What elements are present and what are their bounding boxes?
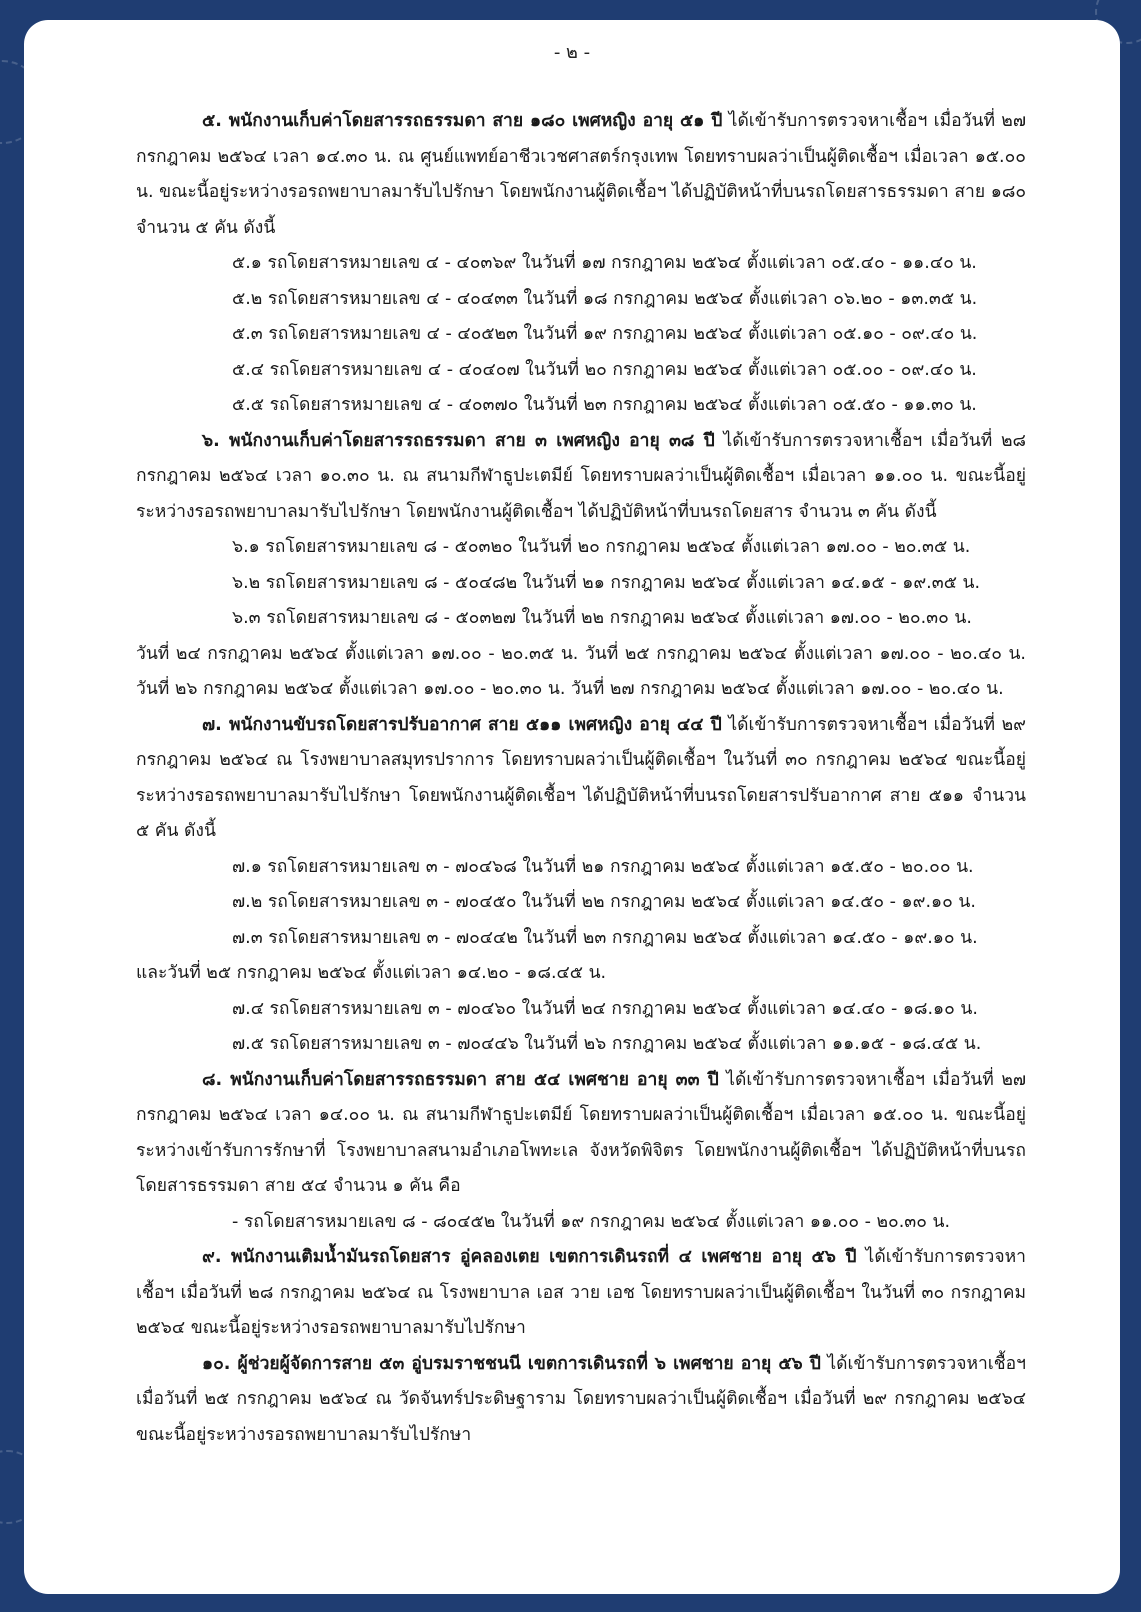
- list-item: ๗.๓ รถโดยสารหมายเลข ๓ - ๗๐๔๔๒ ในวันที่ ๒๓ กรกฎาคม ๒๕๖๔ ตั้งแต่เวลา ๑๔.๕๐ - ๑๙.๑๐ น.: [232, 927, 978, 948]
- continuation-text: และวันที่ ๒๕ กรกฎาคม ๒๕๖๔ ตั้งแต่เวลา ๑๔.๒๐ - ๑๘.๔๕ น.: [136, 963, 607, 983]
- section-body: ได้เข้ารับการตรวจหาเชื้อฯ เมื่อวันที่ ๒๙ กรกฎาคม ๒๕๖๔ ณ โรงพยาบาลสมุทรปราการ โดยทราบผลว่าเป็นผู้ติดเชื้อฯ ในวันที่ ๓๐ กรกฎาคม ๒๕๖๔ ขณะนี้อยู่ระหว่างรอรถพยาบาลมารับไปรักษา โดยพนักงานผู้ติดเชื้อฯ ได้ปฏิบัติหน้าที่บนรถโดยสารปรับอากาศ สาย ๕๑๑ จำนวน ๕ คัน ดังนี้: [136, 714, 1026, 841]
- document-page: [24, 20, 1120, 1594]
- list-item: ๗.๔ รถโดยสารหมายเลข ๓ - ๗๐๔๖๐ ในวันที่ ๒๔ กรกฎาคม ๒๕๖๔ ตั้งแต่เวลา ๑๔.๔๐ - ๑๘.๑๐ น.: [232, 998, 978, 1019]
- list-item: ๕.๔ รถโดยสารหมายเลข ๔ - ๔๐๔๐๗ ในวันที่ ๒๐ กรกฎาคม ๒๕๖๔ ตั้งแต่เวลา ๐๕.๐๐ - ๐๙.๔๐ น.: [232, 359, 977, 380]
- section-heading: ๑๐. ผู้ช่วยผู้จัดการสาย ๕๓ อู่บรมราชชนนี เขตการเดินรถที่ ๖ เพศชาย อายุ ๕๖ ปี: [202, 1353, 821, 1374]
- section-heading: ๕. พนักงานเก็บค่าโดยสารรถธรรมดา สาย ๑๘๐ เพศหญิง อายุ ๕๑ ปี: [202, 111, 723, 131]
- list-item: ๕.๕ รถโดยสารหมายเลข ๔ - ๔๐๓๗๐ ในวันที่ ๒๓ กรกฎาคม ๒๕๖๔ ตั้งแต่เวลา ๐๕.๕๐ - ๑๑.๓๐ น.: [232, 395, 977, 415]
- section-body: ได้เข้ารับการตรวจหาเชื้อฯ เมื่อวันที่ ๒๘ กรกฎาคม ๒๕๖๔ ณ โรงพยาบาล เอส วาย เอช โดยทราบผลว่าเป็นผู้ติดเชื้อฯ ในวันที่ ๓๐ กรกฎาคม ๒๕๖๔ ขณะนี้อยู่ระหว่างรอรถพยาบาลมารับไปรักษา: [136, 1247, 1027, 1338]
- list-item: ๕.๒ รถโดยสารหมายเลข ๔ - ๔๐๔๓๓ ในวันที่ ๑๘ กรกฎาคม ๒๕๖๔ ตั้งแต่เวลา ๐๖.๒๐ - ๑๓.๓๕ น.: [232, 288, 978, 309]
- list-item: - รถโดยสารหมายเลข ๘ - ๘๐๔๕๒ ในวันที่ ๑๙ กรกฎาคม ๒๕๖๔ ตั้งแต่เวลา ๑๑.๐๐ - ๒๐.๓๐ น.: [232, 1211, 951, 1232]
- section-8: [136, 1063, 1026, 1205]
- section-6: [136, 424, 1026, 531]
- list-item: ๖.๒ รถโดยสารหมายเลข ๘ - ๕๐๔๘๒ ในวันที่ ๒๑ กรกฎาคม ๒๕๖๔ ตั้งแต่เวลา ๑๔.๑๕ - ๑๙.๓๕ น.: [232, 572, 981, 593]
- continuation-text: วันที่ ๒๔ กรกฎาคม ๒๕๖๔ ตั้งแต่เวลา ๑๗.๐๐ - ๒๐.๓๕ น. วันที่ ๒๕ กรกฎาคม ๒๕๖๔ ตั้งแต่เวลา ๑๗.๐๐ - ๒๐.๔๐ น. วันที่ ๒๖ กรกฎาคม ๒๕๖๔ ตั้งแต่เวลา ๑๗.๐๐ - ๒๐.๓๐ น. วันที่ ๒๗ กรกฎาคม ๒๕๖๔ ตั้งแต่เวลา ๑๗.๐๐ - ๒๐.๔๐ น.: [136, 643, 1026, 699]
- section-body: ได้เข้ารับการตรวจหาเชื้อฯ เมื่อวันที่ ๒๘ กรกฎาคม ๒๕๖๔ เวลา ๑๐.๓๐ น. ณ สนามกีฬาธูปะเตมีย์ โดยทราบผลว่าเป็นผู้ติดเชื้อฯ เมื่อเวลา ๑๑.๐๐ น. ขณะนี้อยู่ระหว่างรอรถพยาบาลมารับไปรักษา โดยพนักงานผู้ติดเชื้อฯ ได้ปฏิบัติหน้าที่บนรถโดยสาร จำนวน ๓ คัน ดังนี้: [136, 430, 1026, 522]
- section-heading: ๖. พนักงานเก็บค่าโดยสารรถธรรมดา สาย ๓ เพศหญิง อายุ ๓๘ ปี: [202, 430, 715, 451]
- list-item: ๗.๑ รถโดยสารหมายเลข ๓ - ๗๐๔๖๘ ในวันที่ ๒๑ กรกฎาคม ๒๕๖๔ ตั้งแต่เวลา ๑๕.๕๐ - ๒๐.๐๐ น.: [232, 856, 974, 877]
- section-7: [136, 708, 1026, 850]
- document-body: [136, 104, 1026, 1453]
- page-number: - ๒ -: [553, 42, 591, 63]
- section-9: [136, 1240, 1026, 1347]
- section-heading: ๗. พนักงานขับรถโดยสารปรับอากาศ สาย ๕๑๑ เพศหญิง อายุ ๔๔ ปี: [202, 714, 722, 735]
- section-10: [136, 1347, 1026, 1454]
- section-5: [136, 104, 1026, 246]
- section-body: ได้เข้ารับการตรวจหาเชื้อฯ เมื่อวันที่ ๒๕ กรกฎาคม ๒๕๖๔ ณ วัดจันทร์ประดิษฐาราม โดยทราบผลว่าเป็นผู้ติดเชื้อฯ เมื่อวันที่ ๒๙ กรกฎาคม ๒๕๖๔ ขณะนี้อยู่ระหว่างรอรถพยาบาลมารับไปรักษา: [136, 1353, 1027, 1445]
- list-item: ๕.๑ รถโดยสารหมายเลข ๔ - ๔๐๓๖๙ ในวันที่ ๑๗ กรกฎาคม ๒๕๖๔ ตั้งแต่เวลา ๐๕.๔๐ - ๑๑.๔๐ น.: [232, 253, 977, 273]
- section-heading: ๘. พนักงานเก็บค่าโดยสารรถธรรมดา สาย ๕๔ เพศชาย อายุ ๓๓ ปี: [202, 1069, 719, 1090]
- list-item: ๗.๒ รถโดยสารหมายเลข ๓ - ๗๐๔๕๐ ในวันที่ ๒๒ กรกฎาคม ๒๕๖๔ ตั้งแต่เวลา ๑๔.๕๐ - ๑๙.๑๐ น.: [232, 892, 976, 912]
- list-item: ๖.๑ รถโดยสารหมายเลข ๘ - ๕๐๓๒๐ ในวันที่ ๒๐ กรกฎาคม ๒๕๖๔ ตั้งแต่เวลา ๑๗.๐๐ - ๒๐.๓๕ น.: [232, 537, 971, 557]
- list-item: ๖.๓ รถโดยสารหมายเลข ๘ - ๕๐๓๒๗ ในวันที่ ๒๒ กรกฎาคม ๒๕๖๔ ตั้งแต่เวลา ๑๗.๐๐ - ๒๐.๓๐ น.: [232, 608, 972, 628]
- section-body: ได้เข้ารับการตรวจหาเชื้อฯ เมื่อวันที่ ๒๗ กรกฎาคม ๒๕๖๔ เวลา ๑๔.๓๐ น. ณ ศูนย์แพทย์อาชีวเวชศาสตร์กรุงเทพ โดยทราบผลว่าเป็นผู้ติดเชื้อฯ เมื่อเวลา ๑๕.๐๐ น. ขณะนี้อยู่ระหว่างรอรถพยาบาลมารับไปรักษา โดยพนักงานผู้ติดเชื้อฯ ได้ปฏิบัติหน้าที่บนรถโดยสารธรรมดา สาย ๑๘๐ จำนวน ๕ คัน ดังนี้: [136, 111, 1026, 238]
- list-item: ๗.๕ รถโดยสารหมายเลข ๓ - ๗๐๔๔๖ ในวันที่ ๒๖ กรกฎาคม ๒๕๖๔ ตั้งแต่เวลา ๑๑.๑๕ - ๑๘.๔๕ น.: [232, 1034, 982, 1054]
- list-item: ๕.๓ รถโดยสารหมายเลข ๔ - ๔๐๕๒๓ ในวันที่ ๑๙ กรกฎาคม ๒๕๖๔ ตั้งแต่เวลา ๐๕.๑๐ - ๐๙.๔๐ น.: [232, 324, 978, 344]
- section-body: ได้เข้ารับการตรวจหาเชื้อฯ เมื่อวันที่ ๒๗ กรกฎาคม ๒๕๖๔ เวลา ๑๔.๐๐ น. ณ สนามกีฬาธูปะเตมีย์ โดยทราบผลว่าเป็นผู้ติดเชื้อฯ เมื่อเวลา ๑๕.๐๐ น. ขณะนี้อยู่ระหว่างเข้ารับการรักษาที่ โรงพยาบาลสนามอำเภอโพทะเล จังหวัดพิจิตร โดยพนักงานผู้ติดเชื้อฯ ได้ปฏิบัติหน้าที่บนรถโดยสารธรรมดา สาย ๕๔ จำนวน ๑ คัน คือ: [136, 1069, 1027, 1196]
- section-heading: ๙. พนักงานเติมน้ำมันรถโดยสาร อู่คลองเตย เขตการเดินรถที่ ๔ เพศชาย อายุ ๕๖ ปี: [202, 1247, 857, 1267]
